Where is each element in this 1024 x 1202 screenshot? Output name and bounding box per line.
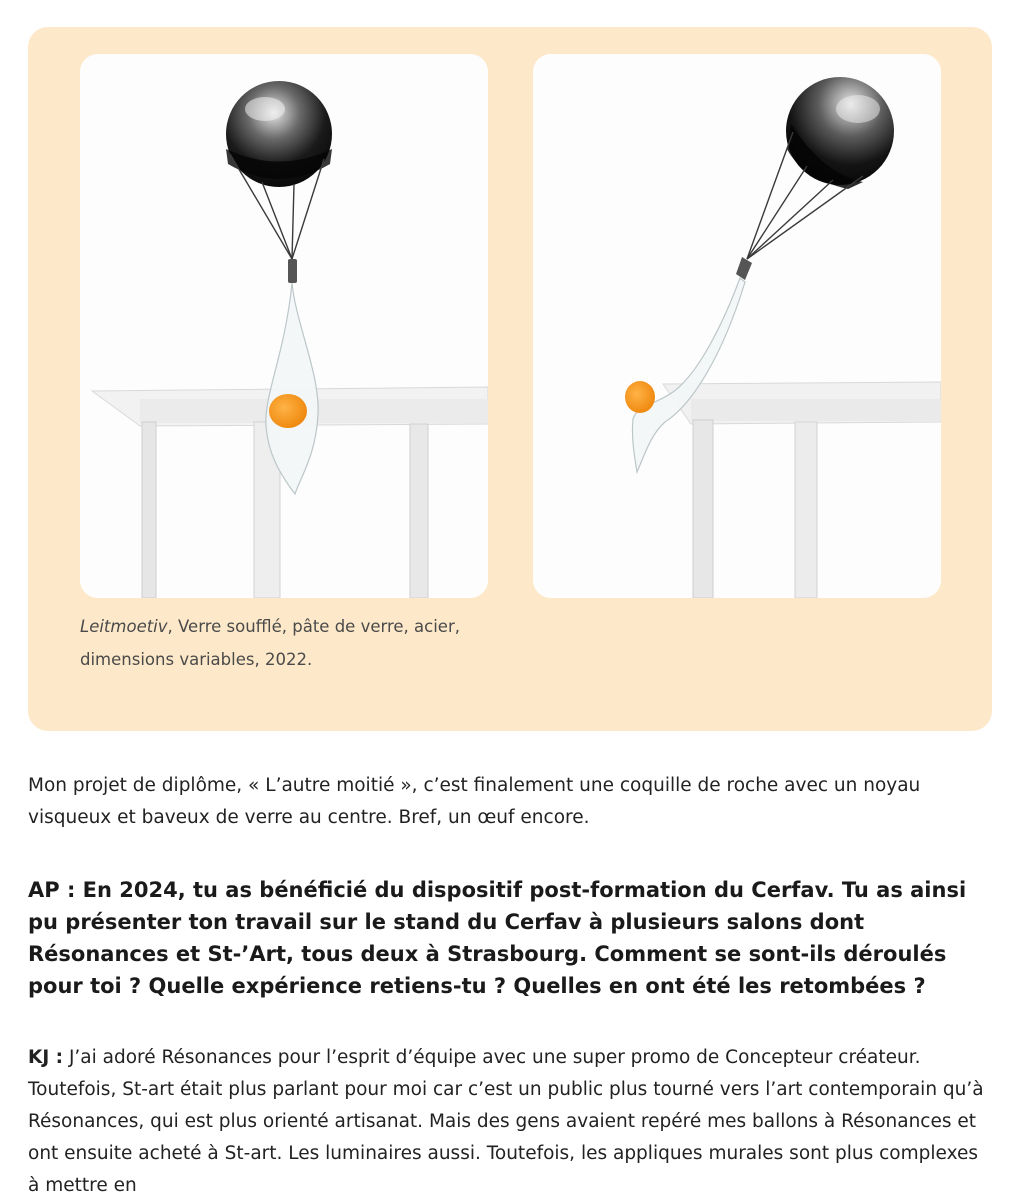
- artwork-photo-2[interactable]: [533, 54, 941, 598]
- image-gallery: [28, 27, 992, 731]
- article-body: [28, 770, 994, 1202]
- answer-text: J’ai adoré Résonances pour l’esprit d’équipe avec une super promo de Concepteur créateur. Toutefois, St-art était plus parlant pour moi car c’est un public plus tourné vers l’art contemporain qu’à Résonances, qui est plus orienté artisanat. Mais des gens avaient repéré mes ballons à Résonances et ont ensuite acheté à St-art. Les luminaires aussi. Toutefois, les appliques murales sont plus complexes à mettre en: [28, 1047, 984, 1196]
- artwork-photo-2-illustration: [533, 54, 941, 598]
- paragraph-intro: Mon projet de diplôme, « L’autre moitié », c’est finalement une coquille de roche avec un noyau visqueux et baveux de verre au centre. Bref, un œuf encore.: [28, 775, 921, 828]
- interview-answer: [28, 1042, 994, 1202]
- artwork-title: Leitmoetiv: [80, 617, 168, 636]
- artwork-details: , Verre soufflé, pâte de verre, acier, dimensions variables, 2022.: [80, 617, 460, 669]
- gallery-caption: [80, 610, 490, 676]
- artwork-photo-1[interactable]: [80, 54, 488, 598]
- artwork-photo-1-illustration: [80, 54, 488, 598]
- answer-speaker: KJ :: [28, 1047, 64, 1068]
- interview-question: AP : En 2024, tu as bénéficié du dispositif post-formation du Cerfav. Tu as ainsi pu présenter ton travail sur le stand du Cerfav à plusieurs salons dont Résonances et St-’Art, tous deux à Strasbourg. Comment se sont-ils déroulés pour toi ? Quelle expérience retiens-tu ? Quelles en ont été les retombées ?: [28, 878, 967, 998]
